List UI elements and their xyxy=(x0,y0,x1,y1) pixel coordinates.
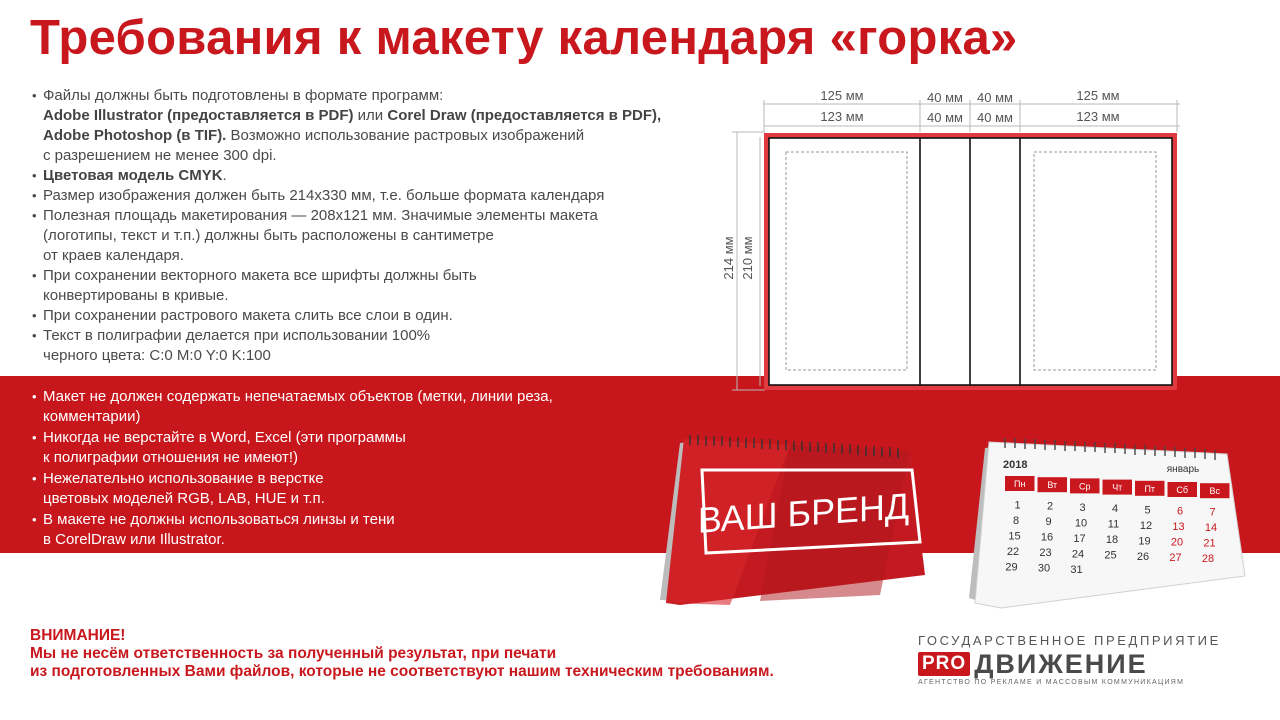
day-number: 10 xyxy=(1074,517,1088,530)
red-calendar-image xyxy=(640,425,930,610)
requirement-useful-area: • Полезная площадь макетирования — 208х121 мм. Значимые элементы макета (логотипы, текст и т.п.) должны быть расположены в сантиметре от краев календаря. xyxy=(32,206,702,266)
logo-bottom-text: АГЕНТСТВО ПО РЕКЛАМЕ И МАССОВЫМ КОММУНИКАЦИЯМ xyxy=(918,679,1185,686)
day-number: 21 xyxy=(1203,537,1216,550)
day-number: 25 xyxy=(1104,549,1117,562)
calendar-month: январь xyxy=(1166,464,1200,475)
day-number: 19 xyxy=(1138,535,1151,548)
requirement-vector-fonts: • При сохранении векторного макета все шрифты должны быть конвертированы в кривые. xyxy=(32,266,702,306)
day-number: 1 xyxy=(1014,499,1021,512)
warning-text: из подготовленных Вами файлов, которые не соответствуют нашим техническим требованиям. xyxy=(30,663,774,680)
day-number: 14 xyxy=(1204,522,1218,535)
weekday-label: Сб xyxy=(1176,485,1189,495)
warning-text: Мы не несём ответственность за полученный результат, при печати xyxy=(30,645,557,662)
requirement-color-model: • Цветовая модель CMYK. xyxy=(32,166,702,186)
day-number: 23 xyxy=(1039,547,1052,560)
safe-area-left xyxy=(786,152,907,370)
logo-pro-badge: PRO xyxy=(918,652,970,676)
dim-label: 40 мм xyxy=(977,90,1013,105)
dim-label: 40 мм xyxy=(927,110,963,125)
dim-label: 125 мм xyxy=(820,88,864,103)
day-number: 9 xyxy=(1045,516,1052,529)
day-number: 31 xyxy=(1070,563,1083,576)
bleed-area xyxy=(764,133,1177,390)
dim-label: 123 мм xyxy=(1076,109,1120,124)
trim-area xyxy=(769,138,1172,385)
program-illustrator: Adobe Illustrator (предоставляется в PDF) xyxy=(43,107,354,124)
page-title: Требования к макету календаря «горка» xyxy=(30,11,1018,65)
dim-label: 40 мм xyxy=(977,110,1013,125)
weekday-label: Вс xyxy=(1209,486,1221,497)
requirements-list xyxy=(32,86,702,366)
day-number: 16 xyxy=(1040,531,1054,544)
day-number: 7 xyxy=(1209,506,1216,519)
day-number: 8 xyxy=(1012,515,1020,527)
weekday-label: Ср xyxy=(1078,481,1091,492)
day-number: 13 xyxy=(1172,521,1185,533)
day-number: 29 xyxy=(1005,561,1018,574)
program-coreldraw: Corel Draw (предоставляется в PDF), xyxy=(387,107,662,124)
day-number: 6 xyxy=(1176,505,1184,518)
calendar-year: 2018 xyxy=(1003,459,1028,471)
warning-heading: ВНИМАНИЕ! xyxy=(30,627,126,644)
requirement-text: • Файлы должны быть подготовлены в формате программ: xyxy=(43,87,444,104)
day-number: 27 xyxy=(1169,552,1182,564)
safe-area-right xyxy=(1034,152,1156,370)
logo-name: ДВИЖЕНИЕ xyxy=(974,649,1148,679)
logo-top-text: ГОСУДАРСТВЕННОЕ ПРЕДПРИЯТИЕ xyxy=(918,633,1221,648)
weekday-label: Чт xyxy=(1112,482,1123,493)
day-number: 18 xyxy=(1105,534,1119,547)
requirement-image-size: • Размер изображения должен быть 214х330 мм, т.е. больше формата календаря xyxy=(32,186,702,206)
dim-label: 123 мм xyxy=(820,109,864,124)
weekday-label: Пт xyxy=(1144,483,1156,494)
warning-block xyxy=(30,627,774,681)
day-number: 3 xyxy=(1079,501,1086,514)
day-number: 12 xyxy=(1139,519,1153,532)
band-item: • Нежелательно использование в верстке цветовых моделей RGB, LAB, HUE и т.п. xyxy=(32,469,652,508)
brand-text: ВАШ БРЕНД xyxy=(697,485,910,541)
day-number: 17 xyxy=(1073,532,1086,545)
dim-label: 40 мм xyxy=(927,90,963,105)
white-calendar-image xyxy=(965,428,1250,613)
day-number: 20 xyxy=(1170,536,1184,549)
requirement-raster-layers: • При сохранении растрового макета слить все слои в один. xyxy=(32,306,702,326)
day-number: 26 xyxy=(1136,550,1150,563)
day-number: 4 xyxy=(1111,503,1119,516)
dim-label: 214 мм xyxy=(721,236,736,280)
band-item: • Никогда не верстайте в Word, Excel (эти программы к полиграфии отношения не имеют!) xyxy=(32,428,652,467)
day-number: 11 xyxy=(1107,518,1120,531)
band-requirements-list xyxy=(32,387,652,551)
dimension-lines xyxy=(732,100,1180,390)
day-number: 30 xyxy=(1037,562,1051,575)
day-number: 24 xyxy=(1071,548,1085,561)
band-item: • Макет не должен содержать непечатаемых объектов (метки, линии реза, комментарии) xyxy=(32,387,652,426)
company-logo xyxy=(918,633,1248,693)
day-number: 2 xyxy=(1046,500,1054,513)
weekday-label: Пн xyxy=(1014,479,1026,489)
dim-label: 210 мм xyxy=(740,236,755,280)
weekday-label: Вт xyxy=(1047,480,1058,491)
requirement-formats: • Файлы должны быть подготовлены в формате программ: Adobe Illustrator (предоставляется в PDF) или Corel Draw (предоставляется в PDF), Adobe Photoshop (в TIF). Возможно использование растровых изображений с разрешением не менее 300 dpi. xyxy=(32,86,702,166)
band-item: • В макете не должны использоваться линзы и тени в CorelDraw или Illustrator. xyxy=(32,510,652,549)
day-number: 22 xyxy=(1006,546,1020,558)
requirement-black-text: • Текст в полиграфии делается при использовании 100% черного цвета: C:0 M:0 Y:0 K:100 xyxy=(32,326,702,366)
program-photoshop: Adobe Photoshop (в TIF). xyxy=(43,127,227,144)
dim-label: 125 мм xyxy=(1076,88,1120,103)
day-number: 28 xyxy=(1201,553,1215,566)
day-number: 15 xyxy=(1008,530,1021,543)
day-number: 5 xyxy=(1144,504,1151,517)
